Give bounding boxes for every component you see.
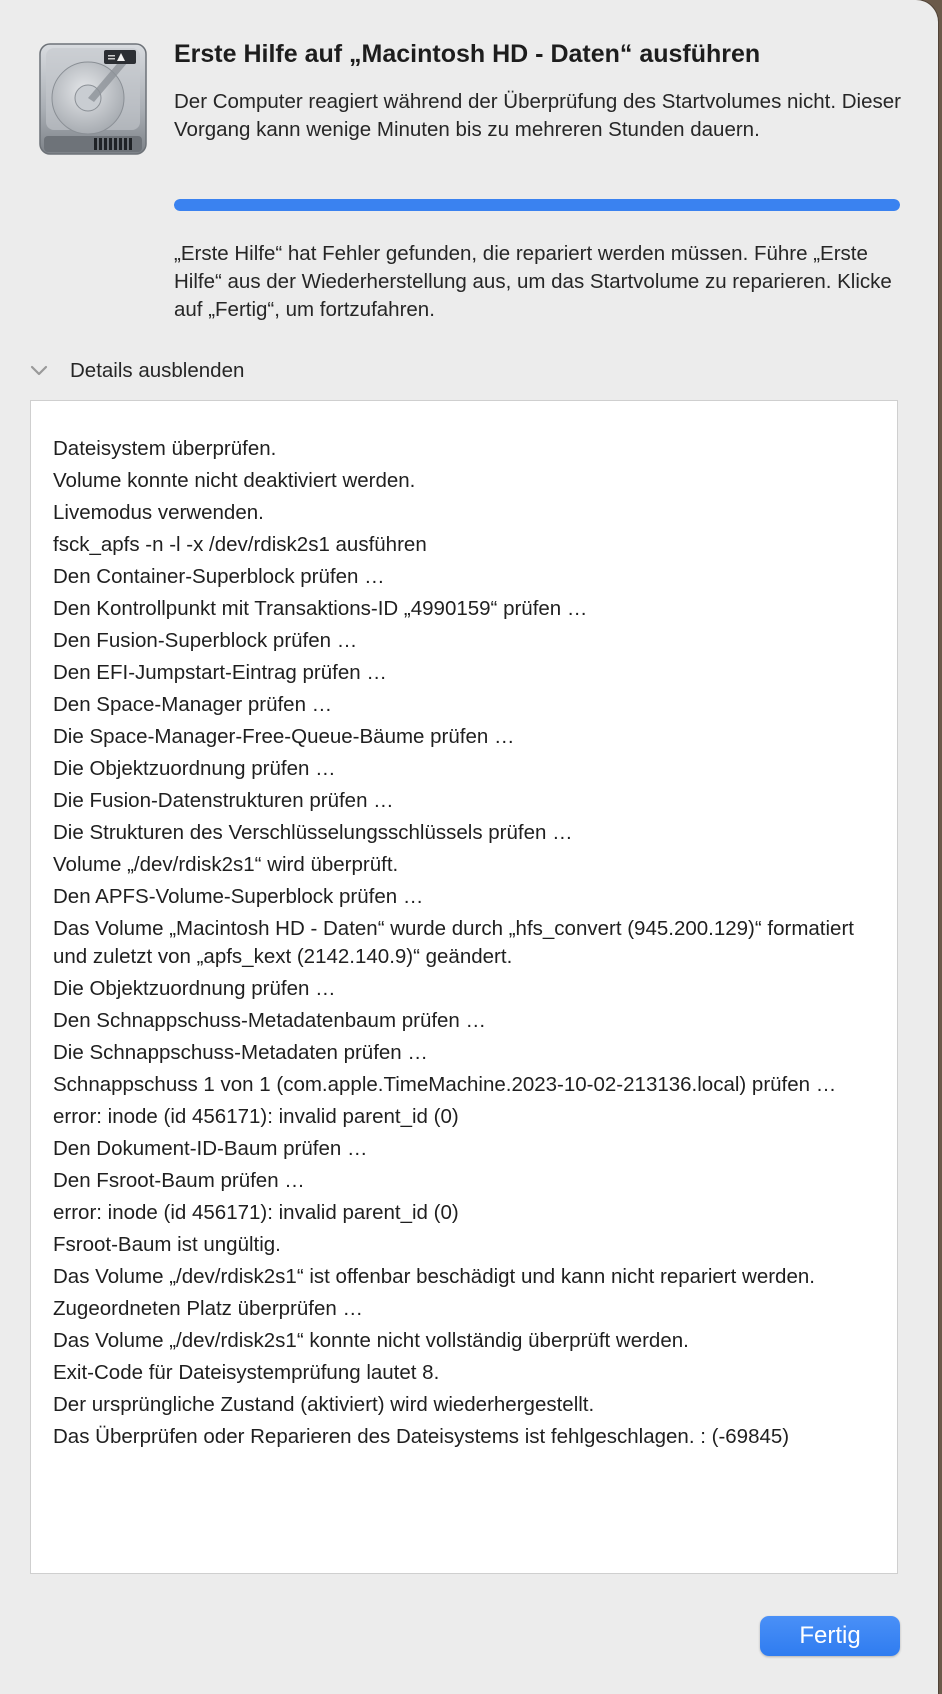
log-line: Die Strukturen des Verschlüsselungsschlüssels prüfen … bbox=[53, 821, 573, 844]
log-line: Das Volume „Macintosh HD - Daten“ wurde durch „hfs_convert (945.200.129)“ formatiert und zuletzt von „apfs_kext (2142.140.9)“ geändert. bbox=[53, 917, 854, 968]
log-line: error: inode (id 456171): invalid parent_id (0) bbox=[53, 1201, 459, 1224]
log-line: Das Überprüfen oder Reparieren des Dateisystems ist fehlgeschlagen. : (-69845) bbox=[53, 1425, 790, 1448]
done-button[interactable]: Fertig bbox=[760, 1616, 900, 1656]
log-line: Die Objektzuordnung prüfen … bbox=[53, 977, 336, 1000]
log-line: Schnappschuss 1 von 1 (com.apple.TimeMachine.2023-10-02-213136.local) prüfen … bbox=[53, 1073, 837, 1096]
log-line: Die Fusion-Datenstrukturen prüfen … bbox=[53, 789, 394, 812]
log-line: Fsroot-Baum ist ungültig. bbox=[53, 1233, 281, 1256]
log-line: Den Schnappschuss-Metadatenbaum prüfen … bbox=[53, 1009, 487, 1032]
hard-disk-icon bbox=[36, 42, 150, 160]
progress-bar bbox=[174, 199, 900, 211]
log-line: Dateisystem überprüfen. bbox=[53, 437, 277, 460]
log-line: Die Schnappschuss-Metadaten prüfen … bbox=[53, 1041, 428, 1064]
log-line: Den Dokument-ID-Baum prüfen … bbox=[53, 1137, 368, 1160]
log-list bbox=[31, 401, 897, 1451]
chevron-down-icon bbox=[30, 365, 48, 377]
log-line: Volume konnte nicht deaktiviert werden. bbox=[53, 469, 416, 492]
log-line: Den APFS-Volume-Superblock prüfen … bbox=[53, 885, 424, 908]
log-line: fsck_apfs -n -l -x /dev/rdisk2s1 ausführen bbox=[53, 533, 427, 556]
log-line: Den Space-Manager prüfen … bbox=[53, 693, 333, 716]
details-toggle[interactable] bbox=[30, 354, 244, 388]
log-line: Das Volume „/dev/rdisk2s1“ konnte nicht vollständig überprüft werden. bbox=[53, 1329, 689, 1352]
log-line: Den Kontrollpunkt mit Transaktions-ID „4990159“ prüfen … bbox=[53, 597, 588, 620]
log-line: Den Fusion-Superblock prüfen … bbox=[53, 629, 358, 652]
log-line: Das Volume „/dev/rdisk2s1“ ist offenbar beschädigt und kann nicht repariert werden. bbox=[53, 1265, 815, 1288]
log-line: Die Space-Manager-Free-Queue-Bäume prüfen … bbox=[53, 725, 515, 748]
log-line: Zugeordneten Platz überprüfen … bbox=[53, 1297, 363, 1320]
dialog-subtitle: Der Computer reagiert während der Überprüfung des Startvolumes nicht. Dieser Vorgang kann wenige Minuten bis zu mehreren Stunden dauern. bbox=[174, 90, 901, 141]
details-toggle-label: Details ausblenden bbox=[70, 359, 245, 382]
log-line: Den EFI-Jumpstart-Eintrag prüfen … bbox=[53, 661, 387, 684]
log-line: Exit-Code für Dateisystemprüfung lautet 8. bbox=[53, 1361, 440, 1384]
log-line: Der ursprüngliche Zustand (aktiviert) wird wiederhergestellt. bbox=[53, 1393, 595, 1416]
log-line: Den Fsroot-Baum prüfen … bbox=[53, 1169, 305, 1192]
details-log[interactable] bbox=[30, 400, 898, 1574]
progress-bar-fill bbox=[174, 199, 900, 211]
result-message: „Erste Hilfe“ hat Fehler gefunden, die repariert werden müssen. Führe „Erste Hilfe“ aus der Wiederherstellung aus, um das Startvolume zu reparieren. Klicke auf „Fertig“, um fortzufahren. bbox=[174, 242, 892, 321]
log-line: Den Container-Superblock prüfen … bbox=[53, 565, 385, 588]
dialog-title: Erste Hilfe auf „Macintosh HD - Daten“ ausführen bbox=[174, 40, 761, 68]
log-line: Die Objektzuordnung prüfen … bbox=[53, 757, 336, 780]
log-line: error: inode (id 456171): invalid parent_id (0) bbox=[53, 1105, 459, 1128]
log-line: Livemodus verwenden. bbox=[53, 501, 264, 524]
log-line: Volume „/dev/rdisk2s1“ wird überprüft. bbox=[53, 853, 399, 876]
